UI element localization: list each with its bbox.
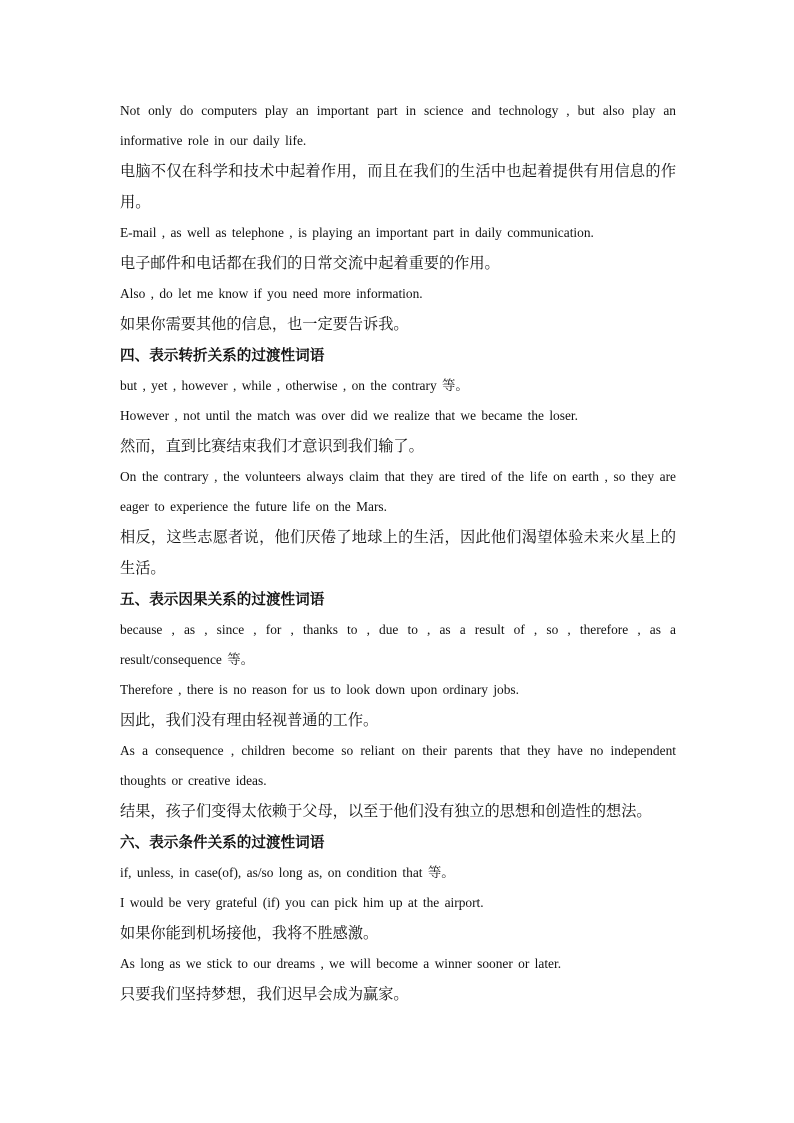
word-list: if, unless, in case(of), as/so long as, on condition that 等。: [120, 865, 455, 880]
english-sentence: Not only do computers play an important part in science and technology , but also play an informative role in our daily life.: [120, 103, 676, 148]
word-list: but , yet , however , while , otherwise , on the contrary 等。: [120, 378, 469, 393]
section-heading: 五、表示因果关系的过渡性词语: [120, 591, 325, 608]
english-sentence: On the contrary , the volunteers always claim that they are tired of the life on earth , so they are eager to experience the future life on the Mars.: [120, 469, 676, 514]
document-body: [120, 96, 676, 1010]
word-list: because , as , since , for , thanks to , due to , as a result of , so , therefore , as a result/consequence 等。: [120, 622, 676, 667]
chinese-translation: 电脑不仅在科学和技术中起着作用，而且在我们的生活中也起着提供有用信息的作用。: [120, 162, 676, 211]
section-heading: 四、表示转折关系的过渡性词语: [120, 347, 325, 364]
english-sentence: E-mail , as well as telephone , is playing an important part in daily communication.: [120, 225, 594, 240]
english-sentence: As long as we stick to our dreams , we will become a winner sooner or later.: [120, 956, 562, 971]
chinese-translation: 只要我们坚持梦想，我们迟早会成为赢家。: [120, 985, 409, 1003]
chinese-translation: 因此，我们没有理由轻视普通的工作。: [120, 711, 379, 729]
chinese-translation: 如果你能到机场接他，我将不胜感激。: [120, 924, 379, 942]
english-sentence: I would be very grateful (if) you can pick him up at the airport.: [120, 895, 484, 910]
english-sentence: Also , do let me know if you need more information.: [120, 286, 423, 301]
chinese-translation: 电子邮件和电话都在我们的日常交流中起着重要的作用。: [120, 254, 500, 272]
chinese-translation: 结果，孩子们变得太依赖于父母，以至于他们没有独立的思想和创造性的想法。: [120, 802, 652, 820]
chinese-translation: 相反，这些志愿者说，他们厌倦了地球上的生活，因此他们渴望体验未来火星上的生活。: [120, 528, 676, 577]
english-sentence: As a consequence , children become so reliant on their parents that they have no independent thoughts or creative ideas.: [120, 743, 676, 788]
chinese-translation: 然而，直到比赛结束我们才意识到我们输了。: [120, 437, 424, 455]
english-sentence: Therefore , there is no reason for us to look down upon ordinary jobs.: [120, 682, 519, 697]
section-heading: 六、表示条件关系的过渡性词语: [120, 834, 325, 851]
chinese-translation: 如果你需要其他的信息，也一定要告诉我。: [120, 315, 409, 333]
english-sentence: However , not until the match was over did we realize that we became the loser.: [120, 408, 578, 423]
